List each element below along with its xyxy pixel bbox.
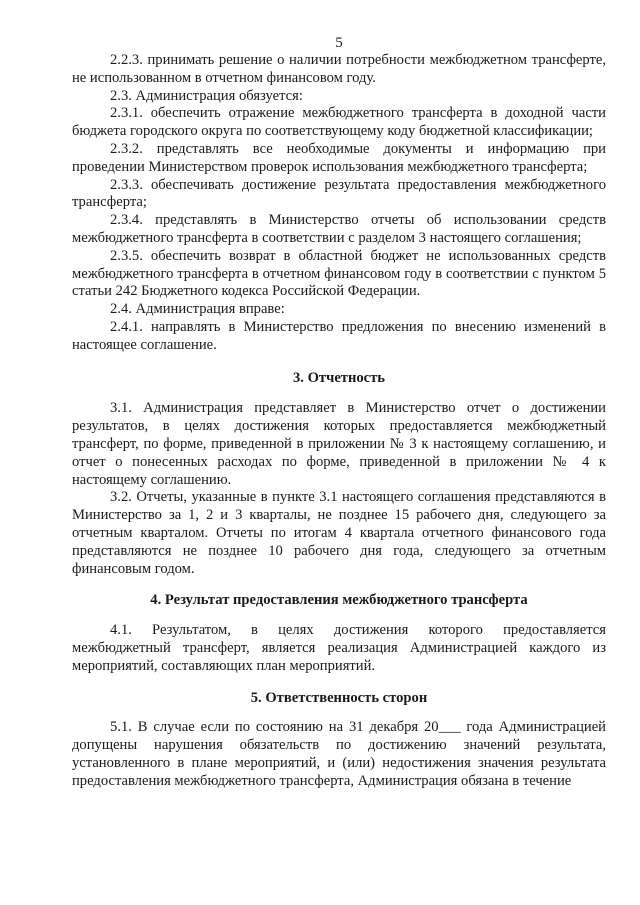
paragraph-5-1: 5.1. В случае если по состоянию на 31 декабря 20___ года Администрацией допущены нарушения обязательств по достижению значений результата, установленного в плане мероприятий, и (или) недостижения значения результата предоставления межбюджетного трансферта, Администрация обязана в течение [72,719,606,789]
section-heading-reporting: 3. Отчетность [292,369,386,386]
section-heading-responsibility: 5. Ответственность сторон [250,689,428,706]
paragraph-2-3-2: 2.3.2. представлять все необходимые документы и информацию при проведении Министерством проверок использования межбюджетного трансферта; [72,140,606,175]
page-number: 5 [335,35,343,51]
document-page [72,34,606,790]
paragraph-2-3: 2.3. Администрация обязуется: [110,87,303,104]
paragraph-3-2: 3.2. Отчеты, указанные в пункте 3.1 настоящего соглашения представляются в Министерство за 1, 2 и 3 кварталы, не позднее 15 рабочего дня, следующего за отчетным кварталом. Отчеты по итогам 4 квартала отчетного финансового года представляются не позднее 10 рабочего дня года, следующего за отчетным финансовым годом. [72,489,606,577]
paragraph-2-3-3: 2.3.3. обеспечивать достижение результата предоставления межбюджетного трансферта; [72,176,606,211]
paragraph-2-3-5: 2.3.5. обеспечить возврат в областной бюджет не использованных средств межбюджетного трансферта в отчетном финансовом году в соответствии с пунктом 5 статьи 242 Бюджетного кодекса Российской Федерации. [72,247,606,300]
section-heading-result: 4. Результат предоставления межбюджетного трансферта [150,592,528,609]
paragraph-2-3-4: 2.3.4. представлять в Министерство отчеты об использовании средств межбюджетного трансферта в соответствии с разделом 3 настоящего соглашения; [72,212,606,246]
paragraph-3-1: 3.1. Администрация представляет в Министерство отчет о достижении результатов, в целях достижения которых предоставляется межбюджетный трансферт, по форме, приведенной в приложении № 3 к настоящему соглашению, и отчет о понесенных расходах по форме, приведенной в приложении № 4 к настоящему соглашению. [72,400,606,488]
paragraph-2-4-1: 2.4.1. направлять в Министерство предложения по внесению изменений в настоящее соглашение. [72,318,606,353]
paragraph-2-2-3: 2.2.3. принимать решение о наличии потребности межбюджетном трансферте, не использованном в отчетном финансовом году. [72,52,606,86]
paragraph-2-4: 2.4. Администрация вправе: [110,301,285,318]
paragraph-2-3-1: 2.3.1. обеспечить отражение межбюджетного трансферта в доходной части бюджета городского округа по соответствующему коду бюджетной классификации; [72,105,606,140]
paragraph-4-1: 4.1. Результатом, в целях достижения которого предоставляется межбюджетный трансферт, является реализация Администрацией каждого из мероприятий, составляющих план мероприятий. [72,622,606,674]
